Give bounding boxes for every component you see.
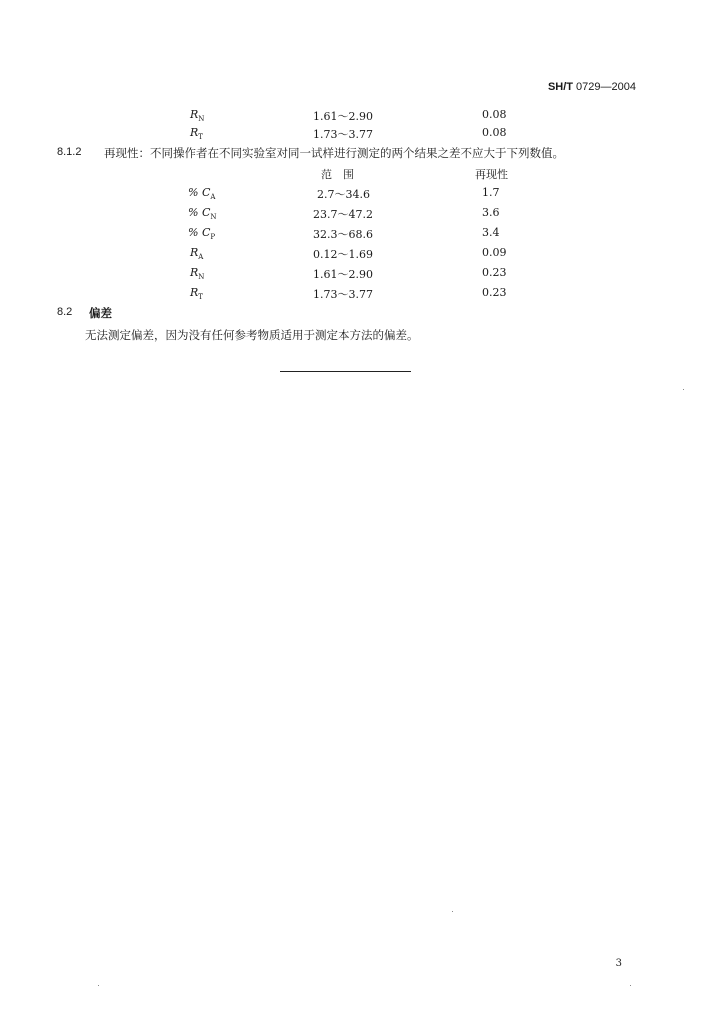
table-row-value: 0.08 <box>482 108 507 121</box>
table-row-value: 1.7 <box>482 186 500 199</box>
scan-speck <box>630 985 631 986</box>
table-row-range: 0.12～1.69 <box>313 248 373 261</box>
column-header-range: 范 围 <box>321 168 354 181</box>
table-row-value: 0.23 <box>482 266 507 279</box>
table-row-value: 3.6 <box>482 206 500 219</box>
table-row-value: 3.4 <box>482 226 500 239</box>
section-number: 8.2 <box>57 306 73 318</box>
table-row-symbol: $R_T$ <box>190 126 203 142</box>
table-row-symbol: % $C_P$ <box>188 226 216 242</box>
table-row-symbol: % $C_A$ <box>188 186 216 202</box>
table-row-symbol: $R_A$ <box>190 246 204 262</box>
table-row-range: 23.7～47.2 <box>313 208 373 221</box>
column-header-reproducibility: 再现性 <box>475 168 508 181</box>
clause-number: 8.1.2 <box>57 146 82 158</box>
table-row-symbol: $R_T$ <box>190 286 203 302</box>
standard-number: 0729—2004 <box>573 81 636 93</box>
page-number: 3 <box>615 958 622 969</box>
table-row-value: 0.23 <box>482 286 507 299</box>
table-row-range: 1.61～2.90 <box>313 110 373 123</box>
table-row-symbol: $R_N$ <box>190 108 205 124</box>
table-row-range: 32.3～68.6 <box>313 228 373 241</box>
standard-prefix: SH/T <box>547 81 573 93</box>
table-row-symbol: % $C_N$ <box>188 206 217 222</box>
scan-speck <box>683 389 684 390</box>
table-row-range: 1.61～2.90 <box>313 268 373 281</box>
table-row-range: 1.73～3.77 <box>313 288 373 301</box>
table-row-value: 0.08 <box>482 126 507 139</box>
end-rule <box>280 371 411 372</box>
table-row-range: 2.7～34.6 <box>317 188 370 201</box>
table-row-range: 1.73～3.77 <box>313 128 373 141</box>
clause-text: 再现性：不同操作者在不同实验室对同一试样进行测定的两个结果之差不应大于下列数值。 <box>104 146 564 160</box>
section-title: 偏差 <box>89 306 112 320</box>
standard-code <box>548 81 636 93</box>
scan-speck <box>452 911 453 912</box>
scan-speck <box>98 985 99 986</box>
table-row-value: 0.09 <box>482 246 507 259</box>
section-body: 无法测定偏差，因为没有任何参考物质适用于测定本方法的偏差。 <box>85 328 419 342</box>
table-row-symbol: $R_N$ <box>190 266 205 282</box>
